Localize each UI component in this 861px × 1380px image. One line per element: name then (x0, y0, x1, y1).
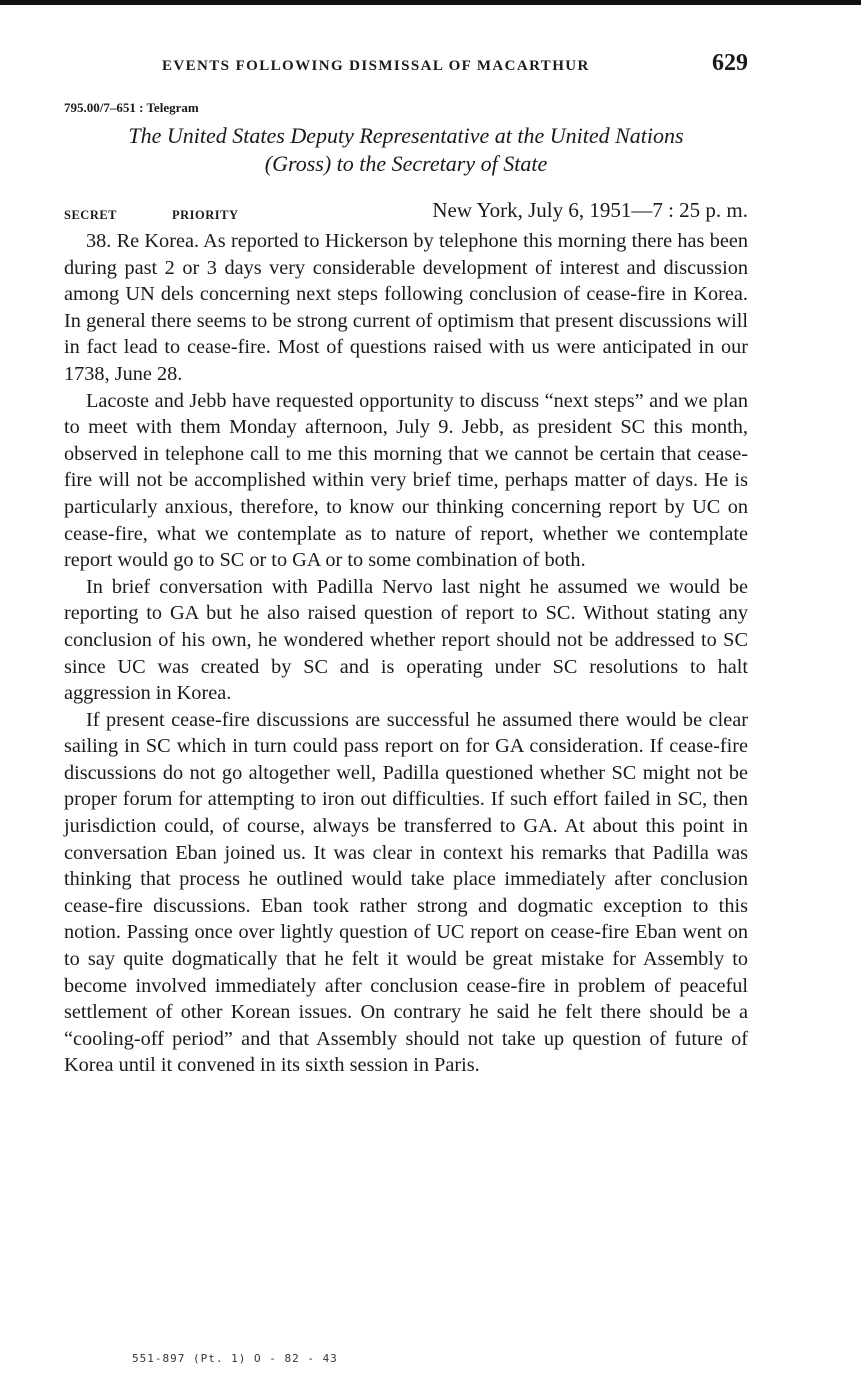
top-border-rule (0, 0, 861, 5)
document-id: 795.00/7–651 : Telegram (64, 100, 199, 115)
running-title: EVENTS FOLLOWING DISMISSAL OF MACARTHUR (162, 58, 590, 74)
footer-print-code: 551-897 (Pt. 1) O - 82 - 43 (132, 1352, 338, 1365)
priority-label: PRIORITY (172, 208, 239, 222)
place-date: New York, July 6, 1951—7 : 25 p. m. (432, 198, 748, 222)
heading-line-1: The United States Deputy Representative at the United Nations (128, 123, 684, 148)
paragraph-4: If present cease-fire discussions are successful he assumed there would be clear sailing in SC which in turn could pass report on for GA consideration. If cease-fire discussions do not go altogether well, Padilla questioned whether SC might not be proper forum for attempting to iron out difficulties. If such effort failed in SC, then jurisdiction could, of course, always be transferred to GA. At about this point in conversation Eban joined us. It was clear in context his remarks that Padilla was thinking that process he outlined would take place immediately after conclusion cease-fire discussions. Eban took rather strong and dogmatic exception to this notion. Passing once over lightly question of UC report on cease-fire Eban went on to say quite dogmatically that he felt it would be great mistake for Assembly to become involved immediately after conclusion cease-fire in problem of peaceful settlement of other Korean issues. On contrary he said he felt there should be a “cooling-off period” and that Assembly should not take up question of future of Korea until it convened in its sixth session in Paris. (64, 708, 748, 1077)
paragraph-1: 38. Re Korea. As reported to Hickerson by telephone this morning there has been during past 2 or 3 days very considerable development of interest and discussion among UN dels concerning next steps following conclusion of cease-fire in Korea. In general there seems to be strong current of optimism that present discussions will in fact lead to cease-fire. Most of questions raised with us were anticipated in our 1738, June 28. (64, 230, 748, 385)
document-heading (64, 122, 748, 178)
heading-line-2: (Gross) to the Secretary of State (264, 151, 548, 176)
telegram-body (64, 228, 748, 1079)
classification-label: SECRET (64, 208, 118, 222)
paragraph-2: Lacoste and Jebb have requested opportunity to discuss “next steps” and we plan to meet with them Monday afternoon, July 9. Jebb, as president SC this month, observed in telephone call to me this morning that we cannot be certain that cease-fire will not be accomplished within very brief time, perhaps matter of days. He is particularly anxious, therefore, to know our thinking concerning report by UC on cease-fire, what we contemplate as to nature of report, whether we contemplate report would go to SC or to GA or to some combination of both. (64, 389, 748, 572)
dateline (64, 198, 748, 226)
paragraph-3: In brief conversation with Padilla Nervo last night he assumed we would be reporting to GA but he also raised question of report to SC. Without stating any conclusion of his own, he wondered whether report should not be addressed to SC since UC was created by SC and is operating under SC resolutions to halt aggression in Korea. (64, 575, 748, 705)
page-number: 629 (712, 50, 748, 76)
running-head (62, 50, 748, 80)
